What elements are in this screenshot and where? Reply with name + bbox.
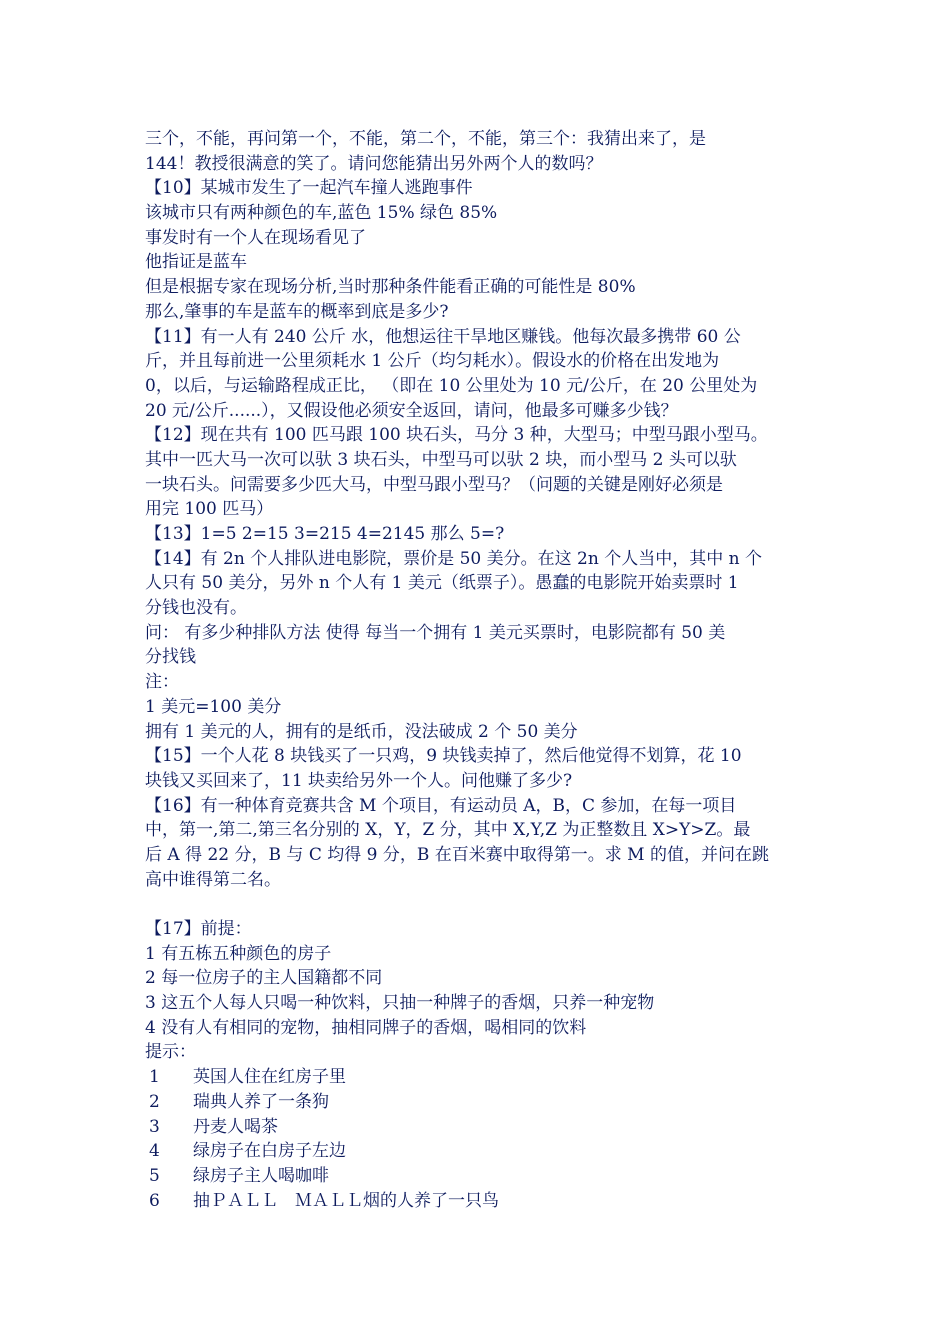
text-line: 4 没有人有相同的宠物，抽相同牌子的香烟，喝相同的饮料: [145, 1017, 587, 1038]
text-line: 1 美元=100 美分: [145, 696, 282, 717]
text-line: 分钱也没有。: [145, 598, 247, 619]
text-line: 注：: [145, 672, 179, 693]
hint-text: 瑞典人养了一条狗: [193, 1091, 329, 1112]
text-line: 【13】1=5 2=15 3=215 4=2145 那么 5=?: [145, 524, 505, 544]
text-line: 【12】现在共有 100 匹马跟 100 块石头，马分 3 种，大型马；中型马跟小型马。: [145, 425, 768, 446]
hint-text: 抽ＰＡＬＬ ＭＡＬＬ烟的人养了一只鸟: [193, 1190, 499, 1211]
hint-number: 1: [149, 1067, 160, 1088]
text-line: 但是根据专家在现场分析,当时那种条件能看正确的可能性是 80%: [145, 277, 636, 298]
hint-number: 5: [149, 1165, 160, 1186]
text-line: 20 元/公斤......），又假设他必须安全返回，请问，他最多可赚多少钱？: [145, 400, 678, 421]
hint-text: 绿房子主人喝咖啡: [193, 1165, 329, 1186]
hint-item: [145, 1115, 810, 1140]
hint-item: [145, 1164, 810, 1189]
paragraph-spacer: [145, 892, 810, 917]
text-line: 一块石头。问需要多少匹大马，中型马跟小型马？（问题的关键是刚好必须是: [145, 474, 723, 495]
hint-number: 3: [149, 1116, 160, 1137]
text-line: 3 这五个人每人只喝一种饮料，只抽一种牌子的香烟，只养一种宠物: [145, 993, 655, 1014]
text-line: 144！教授很满意的笑了。请问您能猜出另外两个人的数吗？: [145, 153, 603, 174]
hint-item: [145, 1189, 810, 1214]
text-line: 【15】一个人花 8 块钱买了一只鸡，9 块钱卖掉了，然后他觉得不划算，花 10: [145, 746, 742, 767]
text-line: 中，第一,第二,第三名分别的 X，Y，Z 分，其中 X,Y,Z 为正整数且 X>Y>Z。最: [145, 820, 751, 841]
hint-text: 绿房子在白房子左边: [193, 1141, 346, 1162]
text-line: 【11】有一人有 240 公斤 水，他想运往干旱地区赚钱。他每次最多携带 60 公: [145, 326, 741, 347]
text-line: 分找钱: [145, 647, 196, 668]
text-line: 人只有 50 美分，另外 n 个人有 1 美元（纸票子）。愚蠢的电影院开始卖票时 1: [145, 573, 739, 594]
text-line: 其中一匹大马一次可以驮 3 块石头，中型马可以驮 2 块，而小型马 2 头可以驮: [145, 449, 737, 470]
text-line: 块钱又买回来了，11 块卖给另外一个人。问他赚了多少?: [145, 770, 573, 791]
document-body: [145, 127, 810, 1213]
hint-item: [145, 1139, 810, 1164]
hint-text: 丹麦人喝茶: [193, 1116, 278, 1137]
hint-item: [145, 1090, 810, 1115]
hint-number: 2: [149, 1091, 160, 1112]
text-line: 事发时有一个人在现场看见了: [145, 227, 366, 248]
text-line: 该城市只有两种颜色的车,蓝色 15% 绿色 85%: [145, 203, 498, 224]
text-line: 2 每一位房子的主人国籍都不同: [145, 968, 383, 989]
puzzle-17-premises: [145, 917, 810, 1065]
text-line: 那么,肇事的车是蓝车的概率到底是多少?: [145, 301, 449, 322]
text-line: 后 A 得 22 分，B 与 C 均得 9 分，B 在百米赛中取得第一。求 M 的值，并问在跳: [145, 844, 769, 865]
text-line: 三个，不能，再问第一个，不能，第二个，不能，第三个：我猜出来了，是: [145, 129, 706, 149]
hint-item: [145, 1065, 810, 1090]
hint-number: 4: [149, 1141, 160, 1162]
hint-number: 6: [149, 1190, 160, 1211]
text-line: 【10】某城市发生了一起汽车撞人逃跑事件: [145, 178, 473, 199]
text-line: 拥有 1 美元的人，拥有的是纸币，没法破成 2 个 50 美分: [145, 721, 578, 742]
text-line: 【16】有一种体育竞赛共含 M 个项目，有运动员 A，B，C 参加，在每一项目: [145, 795, 737, 816]
text-line: 斤，并且每前进一公里须耗水 1 公斤（均匀耗水）。假设水的价格在出发地为: [145, 351, 720, 372]
hint-text: 英国人住在红房子里: [193, 1067, 346, 1088]
text-line: 【17】前提：: [145, 919, 252, 939]
puzzle-text-block-top: [145, 127, 810, 892]
text-line: 提示：: [145, 1042, 196, 1063]
puzzle-17-hints-list: [145, 1065, 810, 1213]
text-line: 问： 有多少种排队方法 使得 每当一个拥有 1 美元买票时，电影院都有 50 美: [145, 622, 726, 643]
text-line: 高中谁得第二名。: [145, 869, 281, 890]
text-line: 【14】有 2n 个人排队进电影院，票价是 50 美分。在这 2n 个人当中，其中 n 个: [145, 548, 762, 569]
text-line: 用完 100 匹马）: [145, 499, 274, 520]
text-line: 1 有五栋五种颜色的房子: [145, 943, 332, 964]
text-line: 他指证是蓝车: [145, 252, 247, 273]
text-line: 0，以后，与运输路程成正比， （即在 10 公里处为 10 元/公斤，在 20 公里处为: [145, 375, 758, 396]
